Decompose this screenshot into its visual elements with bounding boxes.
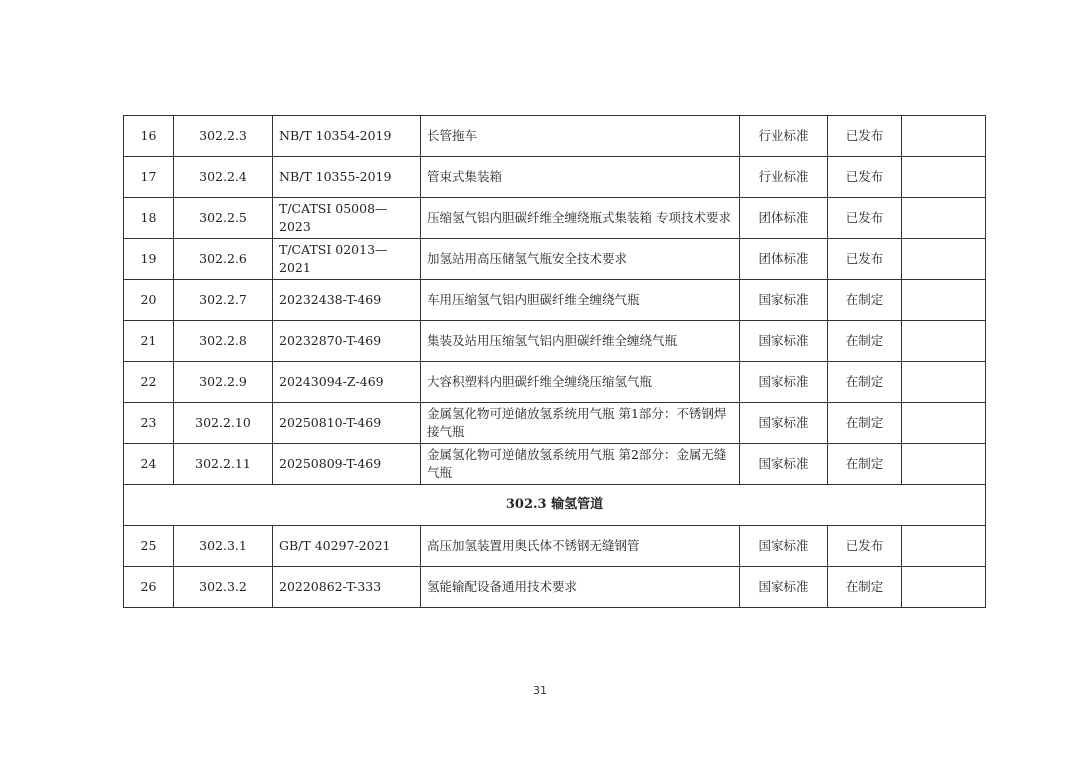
table-row (124, 403, 986, 444)
cell-status: 已发布 (828, 198, 902, 239)
cell-standard-code: 20220862-T-333 (273, 567, 421, 608)
cell-note (902, 116, 986, 157)
cell-standard-type: 团体标准 (740, 239, 828, 280)
cell-note (902, 444, 986, 485)
cell-no: 22 (124, 362, 174, 403)
cell-no: 24 (124, 444, 174, 485)
cell-note (902, 280, 986, 321)
cell-standard-name: 管束式集装箱 (421, 157, 740, 198)
cell-system-code: 302.2.3 (174, 116, 273, 157)
cell-system-code: 302.3.1 (174, 526, 273, 567)
cell-system-code: 302.3.2 (174, 567, 273, 608)
table-row (124, 444, 986, 485)
table-row (124, 321, 986, 362)
cell-standard-type: 行业标准 (740, 116, 828, 157)
cell-standard-name: 加氢站用高压储氢气瓶安全技术要求 (421, 239, 740, 280)
cell-standard-code: T/CATSI 02013—2021 (273, 239, 421, 280)
cell-standard-name: 金属氢化物可逆储放氢系统用气瓶 第1部分：不锈钢焊接气瓶 (421, 403, 740, 444)
table-row (124, 567, 986, 608)
cell-note (902, 567, 986, 608)
cell-note (902, 321, 986, 362)
cell-standard-code: 20250810-T-469 (273, 403, 421, 444)
table-body-b (124, 526, 986, 608)
cell-status: 在制定 (828, 362, 902, 403)
cell-standard-code: T/CATSI 05008—2023 (273, 198, 421, 239)
cell-standard-type: 国家标准 (740, 362, 828, 403)
cell-note (902, 239, 986, 280)
cell-no: 26 (124, 567, 174, 608)
cell-no: 21 (124, 321, 174, 362)
cell-standard-code: NB/T 10355-2019 (273, 157, 421, 198)
cell-note (902, 157, 986, 198)
cell-standard-name: 氢能输配设备通用技术要求 (421, 567, 740, 608)
table-row (124, 526, 986, 567)
table-row (124, 157, 986, 198)
cell-note (902, 198, 986, 239)
cell-standard-code: 20232438-T-469 (273, 280, 421, 321)
cell-system-code: 302.2.10 (174, 403, 273, 444)
cell-standard-code: 20250809-T-469 (273, 444, 421, 485)
cell-no: 20 (124, 280, 174, 321)
cell-standard-type: 行业标准 (740, 157, 828, 198)
cell-status: 在制定 (828, 321, 902, 362)
cell-standard-code: GB/T 40297-2021 (273, 526, 421, 567)
section-header-body (124, 485, 986, 526)
cell-note (902, 526, 986, 567)
cell-standard-name: 压缩氢气铝内胆碳纤维全缠绕瓶式集装箱 专项技术要求 (421, 198, 740, 239)
cell-system-code: 302.2.5 (174, 198, 273, 239)
page-number: 31 (533, 684, 547, 697)
cell-standard-type: 国家标准 (740, 526, 828, 567)
cell-standard-code: 20232870-T-469 (273, 321, 421, 362)
cell-system-code: 302.2.6 (174, 239, 273, 280)
cell-standard-name: 车用压缩氢气铝内胆碳纤维全缠绕气瓶 (421, 280, 740, 321)
table-body-a (124, 116, 986, 485)
cell-system-code: 302.2.4 (174, 157, 273, 198)
cell-standard-name: 金属氢化物可逆储放氢系统用气瓶 第2部分：金属无缝气瓶 (421, 444, 740, 485)
cell-standard-code: 20243094-Z-469 (273, 362, 421, 403)
cell-status: 已发布 (828, 239, 902, 280)
cell-no: 18 (124, 198, 174, 239)
cell-system-code: 302.2.11 (174, 444, 273, 485)
cell-standard-name: 高压加氢装置用奥氏体不锈钢无缝钢管 (421, 526, 740, 567)
cell-note (902, 362, 986, 403)
cell-status: 在制定 (828, 444, 902, 485)
cell-standard-name: 长管拖车 (421, 116, 740, 157)
cell-standard-type: 国家标准 (740, 567, 828, 608)
cell-system-code: 302.2.7 (174, 280, 273, 321)
cell-no: 19 (124, 239, 174, 280)
cell-standard-type: 国家标准 (740, 403, 828, 444)
cell-standard-code: NB/T 10354-2019 (273, 116, 421, 157)
cell-standard-type: 国家标准 (740, 444, 828, 485)
cell-standard-name: 集装及站用压缩氢气铝内胆碳纤维全缠绕气瓶 (421, 321, 740, 362)
section-row (124, 485, 986, 526)
cell-status: 已发布 (828, 526, 902, 567)
cell-note (902, 403, 986, 444)
cell-status: 在制定 (828, 403, 902, 444)
standards-table (123, 115, 986, 608)
cell-system-code: 302.2.9 (174, 362, 273, 403)
cell-no: 23 (124, 403, 174, 444)
cell-status: 已发布 (828, 116, 902, 157)
cell-standard-type: 国家标准 (740, 321, 828, 362)
section-title: 302.3 输氢管道 (124, 485, 986, 526)
table-row (124, 116, 986, 157)
table-row (124, 362, 986, 403)
cell-no: 25 (124, 526, 174, 567)
cell-system-code: 302.2.8 (174, 321, 273, 362)
cell-no: 16 (124, 116, 174, 157)
table-row (124, 280, 986, 321)
cell-status: 已发布 (828, 157, 902, 198)
table-row (124, 239, 986, 280)
cell-standard-type: 团体标准 (740, 198, 828, 239)
cell-no: 17 (124, 157, 174, 198)
cell-status: 在制定 (828, 567, 902, 608)
cell-status: 在制定 (828, 280, 902, 321)
cell-standard-type: 国家标准 (740, 280, 828, 321)
cell-standard-name: 大容积塑料内胆碳纤维全缠绕压缩氢气瓶 (421, 362, 740, 403)
table-row (124, 198, 986, 239)
